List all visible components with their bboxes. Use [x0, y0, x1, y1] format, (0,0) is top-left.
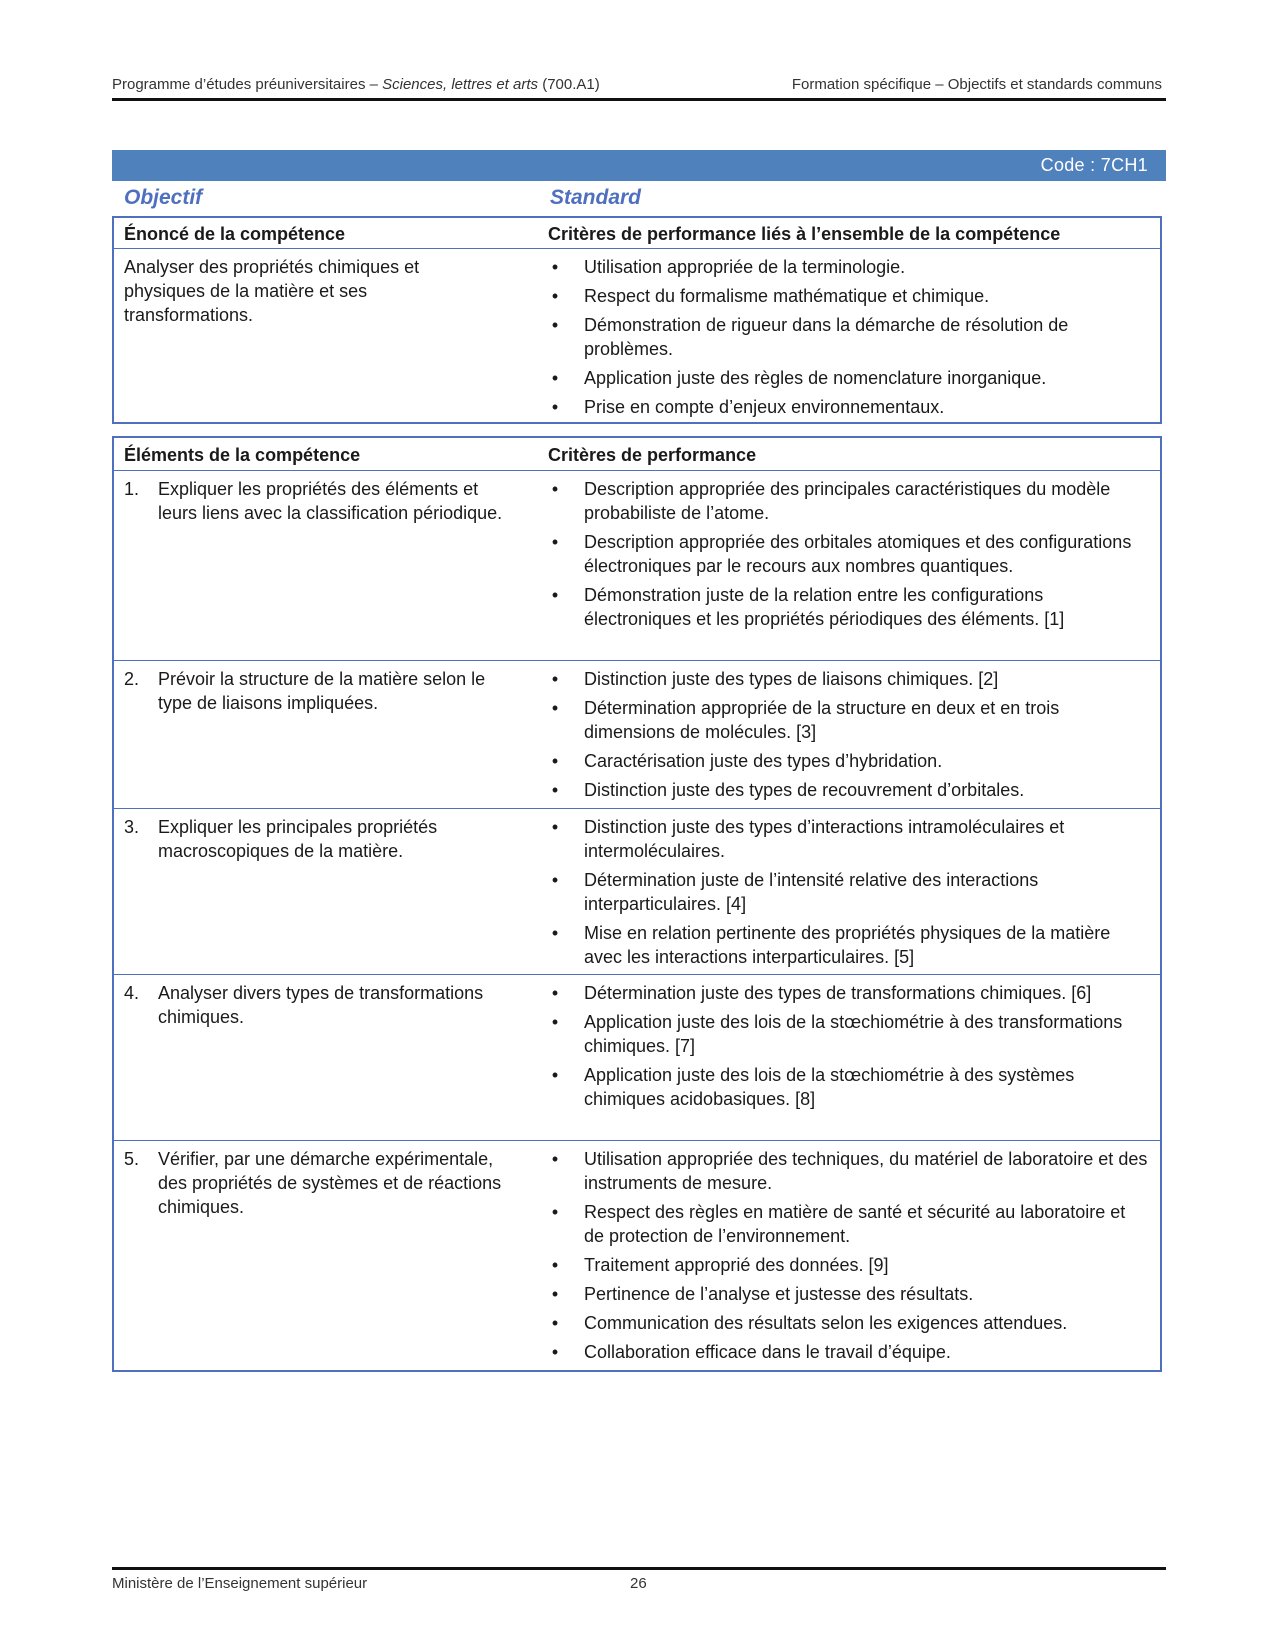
competency-statement: Analyser des propriétés chimiques et physiques de la matière et ses transformations. — [124, 257, 420, 325]
element-criteria — [548, 1147, 1148, 1369]
bullet-icon: • — [551, 1342, 559, 1362]
criteria-list — [548, 981, 1148, 1111]
list-item: • Description appropriée des principales caractéristiques du modèle probabiliste de l’atome. — [548, 477, 1148, 525]
element-text: Expliquer les principales propriétés macroscopiques de la matière. — [158, 817, 438, 861]
elements-table — [112, 436, 1162, 1372]
list-item: • Prise en compte d’enjeux environnementaux. — [548, 395, 1148, 419]
element-description — [124, 1147, 520, 1219]
header-program: Programme d’études préuniversitaires – Sciences, lettres et arts (700.A1) — [112, 76, 600, 93]
list-item: • Application juste des règles de nomenclature inorganique. — [548, 366, 1148, 390]
objectif-heading: Objectif — [124, 186, 203, 209]
criteria-heading: Critères de performance — [548, 445, 757, 465]
bullet-icon: • — [551, 397, 559, 417]
enonce-heading: Énoncé de la compétence — [124, 224, 346, 244]
element-description — [124, 981, 520, 1029]
list-item: • Détermination juste de l’intensité relative des interactions interparticulaires. [4] — [548, 868, 1148, 916]
element-number: 5. — [124, 1149, 140, 1169]
enonce-table-header — [114, 218, 1160, 249]
list-item: • Utilisation appropriée des techniques, du matériel de laboratoire et des instruments de mesure. — [548, 1147, 1148, 1195]
table-row — [114, 975, 1160, 1141]
list-item: • Distinction juste des types d’interactions intramoléculaires et intermoléculaires. — [548, 815, 1148, 863]
list-item: • Application juste des lois de la stœchiométrie à des transformations chimiques. [7] — [548, 1010, 1148, 1058]
global-criteria-list — [548, 255, 1148, 419]
bullet-icon: • — [551, 585, 559, 605]
element-criteria — [548, 815, 1148, 974]
bullet-icon: • — [551, 368, 559, 388]
footer-ministry: Ministère de l’Enseignement supérieur — [112, 1575, 368, 1592]
list-item: • Application juste des lois de la stœchiométrie à des systèmes chimiques acidobasiques. [8] — [548, 1063, 1148, 1111]
elements-table-header — [114, 438, 1160, 471]
bullet-icon: • — [551, 479, 559, 499]
criteria-list — [548, 477, 1148, 631]
element-text: Prévoir la structure de la matière selon le type de liaisons impliquées. — [158, 669, 486, 713]
bullet-icon: • — [551, 257, 559, 277]
list-item: • Détermination juste des types de transformations chimiques. [6] — [548, 981, 1148, 1005]
bullet-icon: • — [551, 923, 559, 943]
criteria-list — [548, 1147, 1148, 1364]
list-item: • Démonstration de rigueur dans la démarche de résolution de problèmes. — [548, 313, 1148, 361]
list-item: • Utilisation appropriée de la terminologie. — [548, 255, 1148, 279]
list-item: • Communication des résultats selon les exigences attendues. — [548, 1311, 1148, 1335]
list-item: • Démonstration juste de la relation entre les configurations électroniques et les propriétés périodiques des éléments. [1] — [548, 583, 1148, 631]
list-item: • Distinction juste des types de liaisons chimiques. [2] — [548, 667, 1148, 691]
bullet-icon: • — [551, 669, 559, 689]
bullet-icon: • — [551, 1255, 559, 1275]
bullet-icon: • — [551, 532, 559, 552]
table-row — [114, 1141, 1160, 1371]
bullet-icon: • — [551, 1149, 559, 1169]
bullet-icon: • — [551, 1065, 559, 1085]
bullet-icon: • — [551, 1284, 559, 1304]
table-row — [114, 471, 1160, 661]
bullet-icon: • — [551, 751, 559, 771]
running-footer — [112, 1567, 1166, 1594]
list-item: • Respect des règles en matière de santé et sécurité au laboratoire et de protection de l’environnement. — [548, 1200, 1148, 1248]
element-description — [124, 667, 520, 715]
element-text: Analyser divers types de transformations chimiques. — [158, 983, 484, 1027]
element-text: Vérifier, par une démarche expérimentale, des propriétés de systèmes et de réactions chimiques. — [158, 1149, 502, 1217]
global-criteria-heading: Critères de performance liés à l’ensemble de la compétence — [548, 224, 1061, 244]
list-item: • Pertinence de l’analyse et justesse des résultats. — [548, 1282, 1148, 1306]
list-item: • Description appropriée des orbitales atomiques et des configurations électroniques par le recours aux nombres quantiques. — [548, 530, 1148, 578]
page-number: 26 — [630, 1575, 647, 1592]
list-item: • Mise en relation pertinente des propriétés physiques de la matière avec les interactions interparticulaires. [5] — [548, 921, 1148, 969]
list-item: • Collaboration efficace dans le travail d’équipe. — [548, 1340, 1148, 1364]
bullet-icon: • — [551, 1202, 559, 1222]
bullet-icon: • — [551, 817, 559, 837]
table-row — [114, 661, 1160, 809]
bullet-icon: • — [551, 315, 559, 335]
bullet-icon: • — [551, 983, 559, 1003]
element-description — [124, 477, 520, 525]
standard-heading: Standard — [550, 186, 642, 209]
element-criteria — [548, 667, 1148, 807]
competency-code: Code : 7CH1 — [1040, 155, 1148, 175]
element-number: 4. — [124, 983, 140, 1003]
element-number: 2. — [124, 669, 140, 689]
bullet-icon: • — [551, 870, 559, 890]
element-description — [124, 815, 520, 863]
list-item: • Caractérisation juste des types d’hybridation. — [548, 749, 1148, 773]
element-number: 1. — [124, 479, 140, 499]
element-criteria — [548, 981, 1148, 1116]
list-item: • Respect du formalisme mathématique et chimique. — [548, 284, 1148, 308]
global-criteria — [548, 255, 1148, 424]
code-banner — [112, 150, 1166, 181]
list-item: • Distinction juste des types de recouvrement d’orbitales. — [548, 778, 1148, 802]
table-row — [114, 809, 1160, 975]
enonce-table — [112, 216, 1162, 424]
element-criteria — [548, 477, 1148, 636]
column-headings — [124, 186, 1164, 212]
list-item: • Détermination appropriée de la structure en deux et en trois dimensions de molécules. [3] — [548, 696, 1148, 744]
bullet-icon: • — [551, 780, 559, 800]
criteria-list — [548, 667, 1148, 802]
header-section: Formation spécifique – Objectifs et standards communs — [791, 76, 1162, 93]
bullet-icon: • — [551, 1012, 559, 1032]
element-number: 3. — [124, 817, 140, 837]
bullet-icon: • — [551, 1313, 559, 1333]
running-header — [112, 76, 1166, 101]
bullet-icon: • — [551, 286, 559, 306]
bullet-icon: • — [551, 698, 559, 718]
list-item: • Traitement approprié des données. [9] — [548, 1253, 1148, 1277]
element-text: Expliquer les propriétés des éléments et leurs liens avec la classification périodique. — [158, 479, 503, 523]
criteria-list — [548, 815, 1148, 969]
elements-heading: Éléments de la compétence — [124, 445, 361, 465]
